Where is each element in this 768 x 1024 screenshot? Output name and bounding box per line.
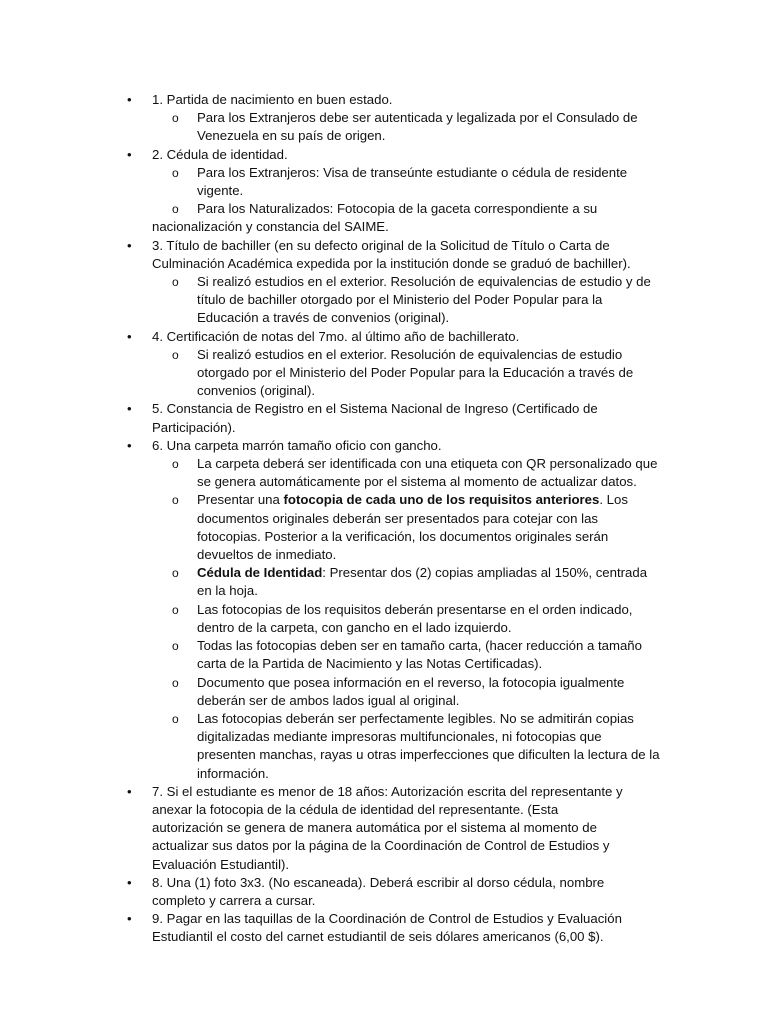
sub-list-item: o Presentar una fotocopia de cada uno de los requisitos anteriores. Los documentos originales deberán ser presentados para cotejar con las fotocopias. Posterior a la verificación, los documentos originales serán devueltos de inmediato. — [152, 491, 660, 564]
sub-list-item: o Para los Extranjeros debe ser autenticada y legalizada por el Consulado de Venezuela en su país de origen. — [152, 109, 660, 145]
list-item: • 5. Constancia de Registro en el Sistema Nacional de Ingreso (Certificado de Participación). — [0, 400, 632, 436]
sub-list — [152, 273, 651, 328]
sub-list — [152, 164, 632, 237]
sub-list — [152, 346, 632, 401]
sub-list-item: o Las fotocopias deberán ser perfectamente legibles. No se admitirán copias digitalizadas mediante impresoras multifuncionales, ni fotocopias que presenten manchas, rayas u otras imperfecciones que dificulten la lectura de la información. — [152, 710, 660, 783]
list-item: • 2. Cédula de identidad. o Para los Extranjeros: Visa de transeúnte estudiante o cédula de residente vigente. o Para los Naturalizados: Fotocopia de la gaceta correspondiente a su nacionalización y constancia del SAIME. — [0, 146, 632, 237]
sub-list-item: o Todas las fotocopias deben ser en tamaño carta, (hacer reducción a tamaño carta de la Partida de Nacimiento y las Notas Certificadas). — [152, 637, 660, 673]
sub-list-item: o Para los Extranjeros: Visa de transeúnte estudiante o cédula de residente vigente. — [152, 164, 660, 200]
list-item: • 4. Certificación de notas del 7mo. al último año de bachillerato. o Si realizó estudios en el exterior. Resolución de equivalencias de estudio otorgado por el Ministerio del Poder Popular para la Educación a través de convenios (original). — [0, 328, 632, 401]
sub-list-item: o La carpeta deberá ser identificada con una etiqueta con QR personalizado que se genera automáticamente por el sistema al momento de actualizar datos. — [152, 455, 660, 491]
sub-list — [152, 455, 660, 783]
list-item: • 7. Si el estudiante es menor de 18 años: Autorización escrita del representante y anexar la fotocopia de la cédula de identidad del representante. (Esta autorización se genera de manera automática por el sistema al momento de actualizar sus datos por la página de la Coordinación de Control de Estudios y Evaluación Estudiantil). — [0, 783, 632, 874]
list-item: • 9. Pagar en las taquillas de la Coordinación de Control de Estudios y Evaluación Estudiantil el costo del carnet estudiantil de seis dólares americanos (6,00 $). — [0, 910, 632, 946]
sub-list-item: o Cédula de Identidad: Presentar dos (2) copias ampliadas al 150%, centrada en la hoja. — [152, 564, 660, 600]
list-item: • 8. Una (1) foto 3x3. (No escaneada). Deberá escribir al dorso cédula, nombre completo y carrera a cursar. — [0, 874, 632, 910]
sub-list-item: o Las fotocopias de los requisitos deberán presentarse en el orden indicado, dentro de la carpeta, con gancho en el lado izquierdo. — [152, 601, 660, 637]
list-item: • 3. Título de bachiller (en su defecto original de la Solicitud de Título o Carta de Culminación Académica expedida por la institución donde se graduó de bachiller). o Si realizó estudios en el exterior. Resolución de equivalencias de estudio y de título de bachiller otorgado por el Ministerio del Poder Popular para la Educación a través de convenios (original). — [0, 237, 632, 328]
sub-list — [152, 109, 638, 145]
sub-list-item: o Si realizó estudios en el exterior. Resolución de equivalencias de estudio y de título de bachiller otorgado por el Ministerio del Poder Popular para la Educación a través de convenios (original). — [152, 273, 660, 328]
sub-list-item: o Si realizó estudios en el exterior. Resolución de equivalencias de estudio otorgado por el Ministerio del Poder Popular para la Educación a través de convenios (original). — [152, 346, 660, 401]
list-item: • 1. Partida de nacimiento en buen estado. o Para los Extranjeros debe ser autenticada y legalizada por el Consulado de Venezuela en su país de origen. — [0, 91, 632, 146]
sub-list-item: o Documento que posea información en el reverso, la fotocopia igualmente deberán ser de ambos lados igual al original. — [152, 674, 660, 710]
list-item: • 6. Una carpeta marrón tamaño oficio con gancho. o La carpeta deberá ser identificada con una etiqueta con QR personalizado que se genera automáticamente por el sistema al momento de actualizar datos. o Presentar una fotocopia de cada uno de los requisitos anteriores. Los documentos originales deberán ser presentados para cotejar con las fotocopias. Posterior a la verificación, los documentos originales serán devueltos de inmediato. o Cédula de Identidad: Presentar dos (2) copias ampliadas al 150%, centrada en la hoja. o Las fotocopias de los requisitos deberán presentarse en el orden indicado, dentro de la carpeta, con gancho en el lado izquierdo. o Todas las fotocopias deben ser en tamaño carta, (hacer reducción a tamaño carta de la Partida de Nacimiento y las Notas Certificadas). o Documento que posea información en el reverso, la fotocopia igualmente deberán ser de ambos lados igual al original. o Las fotocopias deberán ser perfectamente legibles. No se admitirán copias digitalizadas mediante impresoras multifuncionales, ni fotocopias que presenten manchas, rayas u otras imperfecciones que dificulten la lectura de la información. — [0, 437, 632, 783]
sub-list-item: o Para los Naturalizados: Fotocopia de la gaceta correspondiente a su nacionalización y constancia del SAIME. — [152, 200, 615, 236]
requirements-list — [0, 91, 660, 947]
